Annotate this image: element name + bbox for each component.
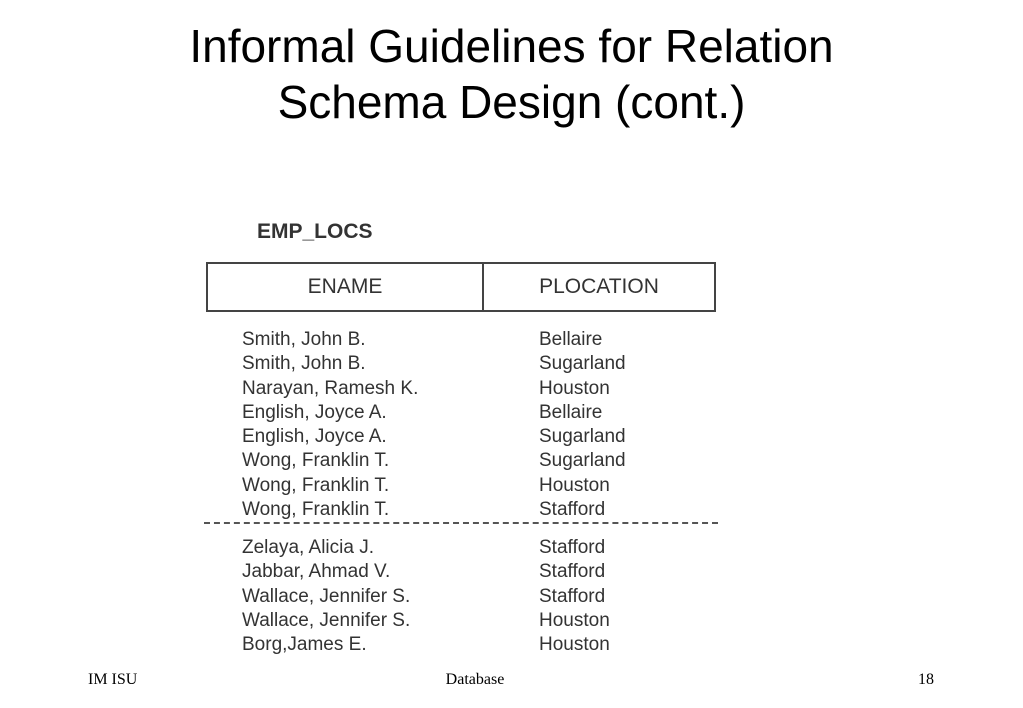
table-row	[204, 585, 720, 609]
column-header-ename: ENAME	[208, 264, 484, 310]
table-row	[204, 560, 720, 584]
plocation-cell: Sugarland	[539, 450, 626, 472]
ename-cell: Wallace, Jennifer S.	[242, 609, 411, 631]
ename-cell: Jabbar, Ahmad V.	[242, 561, 391, 583]
relation-header	[206, 262, 716, 312]
plocation-cell: Bellaire	[539, 329, 603, 350]
table-row	[204, 449, 720, 473]
tuple-group-before-separator	[204, 328, 720, 522]
plocation-cell: Stafford	[539, 537, 606, 558]
plocation-cell: Sugarland	[539, 426, 626, 448]
ename-cell: Wallace, Jennifer S.	[242, 585, 411, 607]
ename-cell: Smith, John B.	[242, 329, 366, 350]
table-row	[204, 498, 720, 522]
ename-cell: Smith, John B.	[242, 353, 366, 375]
plocation-cell: Houston	[539, 609, 610, 631]
table-row	[204, 536, 720, 560]
table-row	[204, 352, 720, 376]
plocation-cell: Stafford	[539, 561, 606, 583]
table-row	[204, 328, 720, 352]
plocation-cell: Bellaire	[539, 401, 603, 423]
ename-cell: English, Joyce A.	[242, 426, 387, 448]
plocation-cell: Sugarland	[539, 353, 626, 375]
table-row	[204, 474, 720, 498]
plocation-cell: Stafford	[539, 585, 606, 607]
ename-cell: Wong, Franklin T.	[242, 450, 390, 472]
table-row	[204, 377, 720, 401]
plocation-cell: Houston	[539, 474, 610, 496]
table-row	[204, 609, 720, 633]
column-header-plocation: PLOCATION	[539, 275, 659, 298]
ename-cell: Borg,James E.	[242, 634, 367, 656]
ename-cell: Narayan, Ramesh K.	[242, 377, 419, 399]
ename-cell: English, Joyce A.	[242, 401, 387, 423]
dashed-separator	[204, 522, 718, 524]
ename-cell: Zelaya, Alicia J.	[242, 537, 374, 558]
slide-title-line-1: Informal Guidelines for Relation	[189, 20, 834, 72]
table-row	[204, 425, 720, 449]
slide-title-line-2: Schema Design (cont.)	[277, 76, 746, 128]
footer-left-label: IM ISU	[88, 671, 138, 688]
tuple-group-after-separator	[204, 536, 720, 657]
ename-cell: Wong, Franklin T.	[242, 474, 390, 496]
relation-name: EMP_LOCS	[257, 220, 373, 243]
table-row	[204, 633, 720, 657]
footer-page-number: 18	[918, 671, 934, 688]
table-row	[204, 401, 720, 425]
plocation-cell: Stafford	[539, 499, 606, 521]
plocation-cell: Houston	[539, 634, 610, 656]
ename-cell: Wong, Franklin T.	[242, 499, 390, 521]
slide-title	[0, 18, 1023, 130]
footer-center-label: Database	[445, 671, 505, 688]
relation-figure	[204, 214, 720, 664]
plocation-cell: Houston	[539, 377, 610, 399]
